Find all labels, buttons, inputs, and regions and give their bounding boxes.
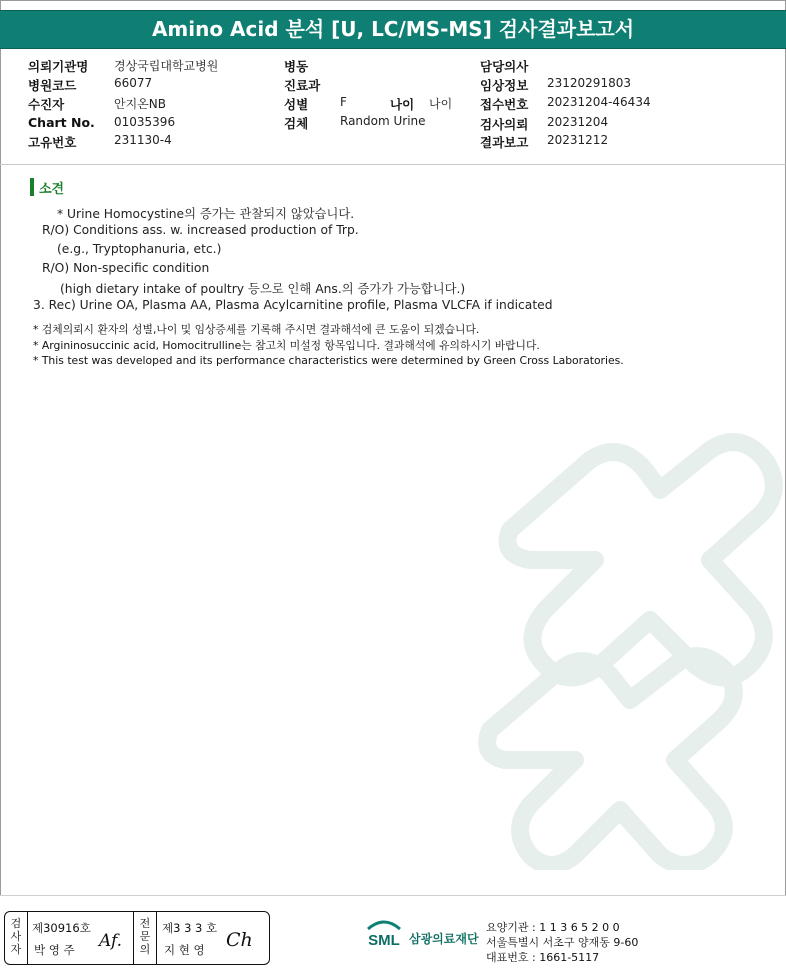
receipt-no-label: 접수번호 — [480, 97, 529, 112]
specimen-value: Random Urine — [340, 114, 426, 128]
sex-value: F — [340, 95, 347, 109]
hospital-code-value: 66077 — [114, 76, 153, 90]
finding-line: 3. Rec) Urine OA, Plasma AA, Plasma Acylcarnitine profile, Plasma VLCFA if indicated — [33, 298, 553, 312]
chart-no-label: Chart No. — [28, 115, 95, 130]
age-label: 나이 — [390, 97, 415, 112]
address: 서울특별시 서초구 양재동 9-60 — [486, 936, 639, 949]
note-line: * Argininosuccinic acid, Homocitrulline는 참고치 미설정 항목입니다. 결과해석에 유의하시기 바랍니다. — [33, 339, 540, 352]
organization-name: 삼광의료재단 — [409, 932, 479, 946]
sml-logo-icon — [364, 915, 404, 955]
unique-no-value: 231130-4 — [114, 133, 172, 147]
clinical-info-value: 23120291803 — [547, 76, 631, 90]
chart-no-value: 01035396 — [114, 115, 176, 129]
logo-text: SML — [368, 932, 400, 949]
receipt-no-value: 20231204-46434 — [547, 95, 651, 109]
department-label: 진료과 — [284, 78, 321, 93]
finding-line: (e.g., Tryptophanuria, etc.) — [57, 242, 222, 256]
signature-divider — [133, 912, 134, 964]
report-date-label: 결과보고 — [480, 135, 529, 150]
header-divider — [0, 164, 786, 165]
request-date-label: 검사의뢰 — [480, 117, 529, 132]
report-date-value: 20231212 — [547, 133, 609, 147]
signature-divider — [156, 912, 157, 964]
request-date-value: 20231204 — [547, 115, 609, 129]
note-line: * This test was developed and its performance characteristics were determined by Green Cross Laboratories. — [33, 354, 624, 367]
age-value: 나이 — [429, 97, 453, 111]
section-marker — [30, 178, 34, 196]
note-line: * 검체의뢰시 환자의 성별,나이 및 임상증세를 기록해 주시면 결과해석에 큰 도움이 되겠습니다. — [33, 323, 480, 336]
finding-line: * Urine Homocystine의 증가는 관찰되지 않았습니다. — [57, 207, 355, 221]
physician-signature: Ch — [226, 929, 253, 951]
finding-line: (high dietary intake of poultry 등으로 인해 Ans.의 증가가 가능합니다.) — [60, 282, 466, 296]
tester-role: 검사자 — [10, 917, 22, 956]
signature-divider — [27, 912, 28, 964]
unique-no-label: 고유번호 — [28, 135, 77, 150]
specimen-label: 검체 — [284, 116, 309, 131]
cross-watermark-icon — [470, 400, 786, 870]
institution-label: 의뢰기관명 — [28, 59, 89, 74]
finding-line: R/O) Non-specific condition — [42, 261, 210, 275]
recipient-value: 안지온NB — [114, 97, 166, 111]
finding-line: R/O) Conditions ass. w. increased production of Trp. — [42, 223, 359, 237]
tester-signature: Af. — [99, 931, 123, 951]
findings-heading: 소견 — [39, 182, 65, 197]
sex-label: 성별 — [284, 97, 309, 112]
institution-number: 요양기관 : 1 1 3 6 5 2 0 0 — [486, 921, 620, 934]
physician-license: 제3 3 3 호 — [162, 921, 218, 935]
physician-role: 전문의 — [139, 917, 151, 956]
tester-name: 박 영 주 — [34, 943, 75, 957]
physician-name: 지 현 영 — [164, 943, 205, 957]
hospital-code-label: 병원코드 — [28, 78, 77, 93]
report-title: Amino Acid 분석 [U, LC/MS-MS] 검사결과보고서 — [0, 10, 786, 49]
doctor-label: 담당의사 — [480, 59, 529, 74]
tester-license: 제30916호 — [32, 921, 91, 935]
clinical-info-label: 임상정보 — [480, 78, 529, 93]
recipient-label: 수진자 — [28, 97, 65, 112]
phone-number: 대표번호 : 1661-5117 — [486, 951, 600, 964]
ward-label: 병동 — [284, 59, 309, 74]
institution-value: 경상국립대학교병원 — [114, 59, 219, 73]
signature-box — [4, 911, 270, 965]
